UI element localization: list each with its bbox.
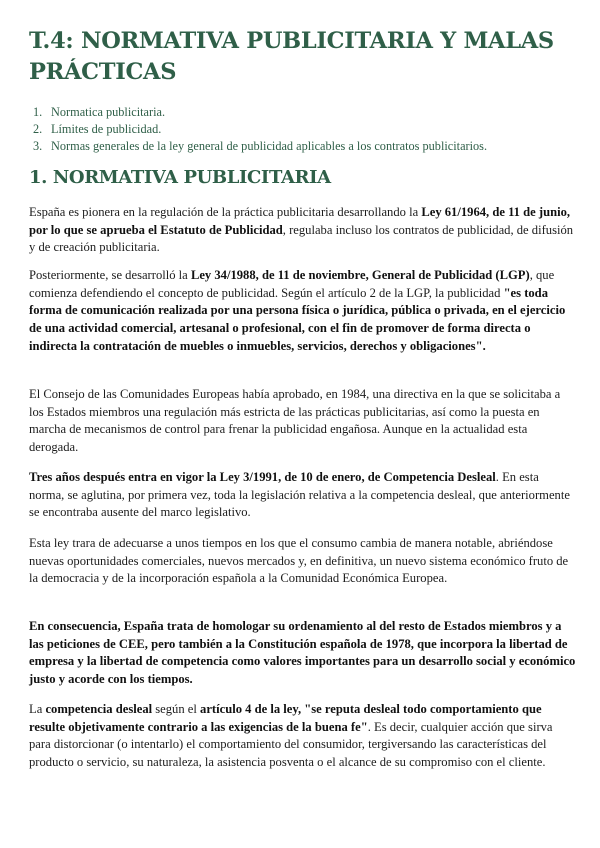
paragraph-text: España es pionera en la regulación de la práctica publicitaria desarrollando la: [29, 205, 422, 219]
paragraph-estatuto-publicidad: [29, 204, 576, 257]
paragraph-text: . Es decir, cualquier acción que sirva para distorcionar (o intentarlo) el comportamiento del consumidor, tergiversando las características del producto o servicio, su naturaleza, la asistencia posventa o el alcance de su compromiso con el cliente.: [29, 719, 553, 770]
toc-item-number: 2.: [33, 122, 43, 136]
paragraph-bold-quote: "es toda forma de comunicación realizada por una persona física o jurídica, pública o privada, en el ejercicio de una actividad comercial, artesanal o profesional, con el fin de promover de forma directa o indirecta la contratación de muebles o inmuebles, servicios, derechos y obligaciones".: [29, 285, 566, 353]
table-of-contents: [29, 104, 574, 155]
paragraph-text: . En esta norma, se aglutina, por primera vez, toda la legislación relativa a la competencia desleal, que anteriormente se encontraba ausente del marco legislativo.: [29, 470, 570, 520]
paragraph-bold-text: Ley 34/1988, de 11 de noviembre, General de Publicidad (LGP): [190, 268, 530, 282]
paragraph-text: La: [29, 702, 46, 716]
toc-item-number: 1.: [33, 105, 43, 119]
paragraph-bold-text: Ley 61/1964, de 11 de junio, por lo que se aprueba el Estatuto de Publicidad: [29, 205, 571, 237]
toc-item: [29, 104, 574, 121]
toc-item: [29, 121, 574, 138]
paragraph-bold-text: competencia desleal: [45, 702, 153, 716]
paragraph-text: según el: [152, 702, 201, 716]
paragraph-text: , que comienza defendiendo el concepto de publicidad. Según el artículo 2 de la LGP, la publicidad: [29, 268, 555, 300]
toc-item: [29, 138, 574, 155]
paragraph-consejo-europeo: El Consejo de las Comunidades Europeas había aprobado, en 1984, una directiva en la que se solicitaba a los Estados miembros una regulación más estricta de las prácticas publicitarias, así como la puesta en marcha de mecanismos de control para frenar la publicidad engañosa. Aunque en la actualidad esta derogada.: [29, 387, 561, 455]
paragraph-text: , regulaba incluso los contratos de publicidad, de difusión y de creación publicitaria.: [29, 222, 574, 255]
toc-item-text: Normatica publicitaria.: [51, 105, 166, 119]
paragraph-text: Posteriormente, se desarrolló la: [29, 268, 191, 282]
page-title: T.4: NORMATIVA PUBLICITARIA Y MALAS PRÁCTICAS: [29, 28, 554, 85]
paragraph-bold-quote: artículo 4 de la ley, "se reputa desleal todo comportamiento que resulte objetivamente contrario a las exigencias de la buena fe": [29, 702, 542, 734]
paragraph-definicion-competencia-desleal: [29, 701, 576, 772]
toc-item-text: Límites de publicidad.: [51, 122, 162, 136]
paragraph-bold-text: Tres años después entra en vigor la Ley 3/1991, de 10 de enero, de Competencia Desleal: [29, 470, 496, 484]
paragraph-competencia-desleal-ley: [29, 469, 576, 522]
paragraph-homologacion: En consecuencia, España trata de homologar su ordenamiento al del resto de Estados miembros y a las peticiones de CEE, pero también a la Constitución española de 1978, que incorpora la libertad de empresa y la libertad de competencia como valores importantes para un desarrollo social y económico justo y acorde con los tiempos.: [29, 619, 576, 687]
toc-item-text: Normas generales de la ley general de publicidad aplicables a los contratos publicitarios.: [51, 139, 488, 153]
paragraph-ley-general-publicidad: [29, 267, 576, 356]
section-heading: 1. NORMATIVA PUBLICITARIA: [29, 167, 331, 188]
paragraph-adecuacion-tiempos: Esta ley trara de adecuarse a unos tiempos en los que el consumo cambia de manera notable, abriéndose nuevas oportunidades comerciales, nuevos mercados y, en definitiva, un nuevo sistema económico fruto de la democracia y de la incorporación española a la Comunidad Económica Europea.: [29, 536, 569, 586]
toc-item-number: 3.: [33, 139, 43, 153]
